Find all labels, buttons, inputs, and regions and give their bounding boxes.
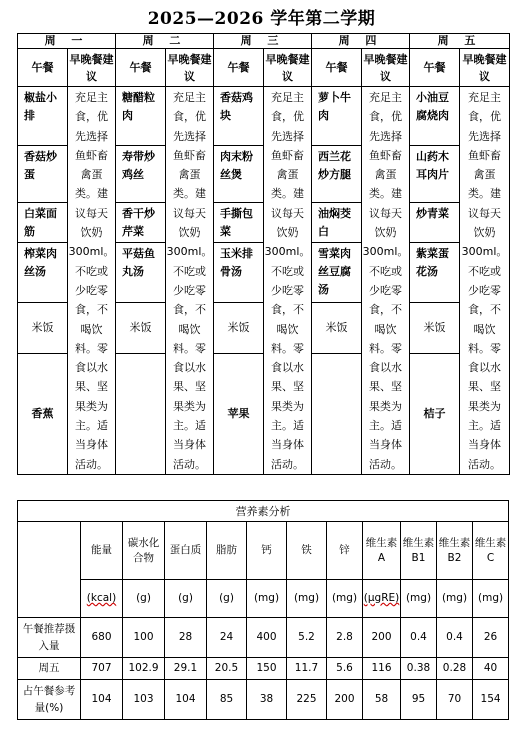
table-row bbox=[18, 680, 509, 720]
suggestion-line: 主。适 bbox=[369, 419, 402, 433]
suggestion-line: 料。零 bbox=[468, 341, 501, 355]
suggestion-line: 喝饮 bbox=[276, 322, 299, 336]
nutrient-header: 维生素C bbox=[473, 522, 509, 580]
dish-cell: 白菜面筋 bbox=[18, 203, 68, 243]
dish-cell: 寿带炒鸡丝 bbox=[116, 146, 166, 203]
nutrition-caption: 营养素分析 bbox=[18, 501, 509, 522]
suggestion-line: 类。建 bbox=[369, 187, 402, 201]
staple-cell: 米饭 bbox=[312, 303, 362, 354]
row-label: 午餐推荐摄入量 bbox=[18, 618, 81, 658]
suggestion-cell bbox=[166, 87, 214, 475]
suggestion-line: 类。建 bbox=[173, 187, 206, 201]
suggestion-line: 类。建 bbox=[468, 187, 501, 201]
suggestion-line: 食，优 bbox=[468, 110, 501, 124]
suggestion-line: 类。建 bbox=[75, 187, 108, 201]
suggestion-line: 食，优 bbox=[173, 110, 206, 124]
suggestion-line: 果、坚 bbox=[271, 380, 304, 394]
suggestion-line: 活动。 bbox=[75, 457, 108, 471]
value-cell: 0.28 bbox=[437, 658, 473, 680]
fruit-cell: 苹果 bbox=[214, 354, 264, 475]
suggestion-line: 食以水 bbox=[173, 361, 206, 375]
suggestion-line: 喝饮 bbox=[473, 322, 496, 336]
value-cell: 5.2 bbox=[287, 618, 327, 658]
suggestion-line: 当身体 bbox=[369, 438, 402, 452]
dish-cell: 萝卜牛肉 bbox=[312, 87, 362, 146]
suggestion-line: 先选择 bbox=[173, 129, 206, 143]
suggestion-line: 果、坚 bbox=[173, 380, 206, 394]
unit-cell: (mg) bbox=[473, 580, 509, 618]
value-cell: 0.4 bbox=[437, 618, 473, 658]
suggestion-line: 鱼虾畜 bbox=[75, 148, 108, 162]
suggestion-line: 饮奶 bbox=[374, 226, 397, 240]
day-header-mon: 周 一 bbox=[18, 34, 116, 49]
fruit-cell bbox=[312, 354, 362, 475]
weekly-menu-table bbox=[17, 33, 510, 475]
suggestion-line: 食以水 bbox=[369, 361, 402, 375]
suggestion-line: 不吃或 bbox=[173, 264, 206, 278]
suggestion-line: 果类为 bbox=[369, 399, 402, 413]
suggestion-line: 充足主 bbox=[271, 91, 304, 104]
value-cell: 58 bbox=[363, 680, 401, 720]
unit-cell: (mg) bbox=[287, 580, 327, 618]
staple-cell: 米饭 bbox=[214, 303, 264, 354]
suggestion-line: 当身体 bbox=[468, 438, 501, 452]
staple-cell: 米饭 bbox=[18, 303, 68, 354]
suggestion-line: 当身体 bbox=[75, 438, 108, 452]
suggestion-line: 禽蛋 bbox=[178, 168, 201, 182]
fruit-cell: 香蕉 bbox=[18, 354, 68, 475]
value-cell: 29.1 bbox=[165, 658, 207, 680]
suggestion-line: 300ml。 bbox=[68, 245, 115, 259]
dish-cell: 平菇鱼丸汤 bbox=[116, 243, 166, 303]
value-cell: 200 bbox=[363, 618, 401, 658]
value-cell: 85 bbox=[207, 680, 247, 720]
suggestion-line: 议每天 bbox=[75, 206, 108, 220]
value-cell: 2.8 bbox=[327, 618, 363, 658]
suggestion-line: 少吃零 bbox=[173, 283, 206, 297]
suggestion-line: 禽蛋 bbox=[374, 168, 397, 182]
value-cell: 5.6 bbox=[327, 658, 363, 680]
suggestion-line: 议每天 bbox=[468, 206, 501, 220]
value-cell: 400 bbox=[247, 618, 287, 658]
dish-cell: 香干炒芹菜 bbox=[116, 203, 166, 243]
value-cell: 24 bbox=[207, 618, 247, 658]
suggestion-line: 喝饮 bbox=[178, 322, 201, 336]
suggestion-line: 活动。 bbox=[271, 457, 304, 471]
suggest-header: 早晚餐建议 bbox=[166, 49, 214, 87]
value-cell: 38 bbox=[247, 680, 287, 720]
suggestion-line: 果类为 bbox=[173, 399, 206, 413]
value-cell: 0.4 bbox=[401, 618, 437, 658]
value-cell: 102.9 bbox=[123, 658, 165, 680]
suggestion-line: 果类为 bbox=[271, 399, 304, 413]
value-cell: 70 bbox=[437, 680, 473, 720]
dish-cell: 椒盐小排 bbox=[18, 87, 68, 146]
fruit-cell: 桔子 bbox=[410, 354, 460, 475]
suggestion-line: 料。零 bbox=[173, 341, 206, 355]
suggestion-cell bbox=[362, 87, 410, 475]
unit-cell: (kcal) bbox=[81, 580, 123, 618]
suggestion-line: 300ml。 bbox=[461, 245, 508, 259]
suggestion-line: 当身体 bbox=[271, 438, 304, 452]
nutrient-header: 能量 bbox=[81, 522, 123, 580]
suggestion-line: 料。零 bbox=[271, 341, 304, 355]
suggestion-line: 料。零 bbox=[75, 341, 108, 355]
unit-cell: (g) bbox=[207, 580, 247, 618]
suggestion-line: 果类为 bbox=[75, 399, 108, 413]
unit-cell: (mg) bbox=[247, 580, 287, 618]
staple-cell: 米饭 bbox=[410, 303, 460, 354]
row-label: 占午餐参考量(%) bbox=[18, 680, 81, 720]
suggestion-line: 鱼虾畜 bbox=[173, 148, 206, 162]
value-cell: 707 bbox=[81, 658, 123, 680]
corner-cell bbox=[18, 522, 81, 618]
dish-cell: 炒青菜 bbox=[410, 203, 460, 243]
nutrient-header: 脂肪 bbox=[207, 522, 247, 580]
suggestion-line: 300ml。 bbox=[362, 245, 409, 259]
row-label: 周五 bbox=[18, 658, 81, 680]
suggestion-cell bbox=[460, 87, 510, 475]
suggestion-line: 鱼虾畜 bbox=[369, 148, 402, 162]
dish-cell: 榨菜肉丝汤 bbox=[18, 243, 68, 303]
day-header-fri: 周 五 bbox=[410, 34, 510, 49]
suggestion-line: 饮奶 bbox=[178, 226, 201, 240]
suggestion-line: 活动。 bbox=[468, 457, 501, 471]
suggestion-line: 充足主 bbox=[369, 91, 402, 104]
lunch-header: 午餐 bbox=[214, 49, 264, 87]
suggestion-line: 少吃零 bbox=[75, 283, 108, 297]
suggestion-line: 当身体 bbox=[173, 438, 206, 452]
suggestion-line: 果类为 bbox=[468, 399, 501, 413]
value-cell: 200 bbox=[327, 680, 363, 720]
suggestion-line: 不吃或 bbox=[369, 264, 402, 278]
suggestion-line: 食以水 bbox=[468, 361, 501, 375]
nutrient-header: 铁 bbox=[287, 522, 327, 580]
suggestion-line: 议每天 bbox=[271, 206, 304, 220]
suggestion-line: 食，不 bbox=[75, 303, 108, 317]
nutrition-table bbox=[17, 500, 509, 720]
dish-cell: 香菇炒蛋 bbox=[18, 146, 68, 203]
suggestion-line: 少吃零 bbox=[468, 283, 501, 297]
suggestion-line: 饮奶 bbox=[80, 226, 103, 240]
suggestion-line: 先选择 bbox=[369, 129, 402, 143]
suggestion-line: 主。适 bbox=[271, 419, 304, 433]
suggestion-line: 300ml。 bbox=[166, 245, 213, 259]
suggestion-line: 类。建 bbox=[271, 187, 304, 201]
nutrient-header: 维生素B1 bbox=[401, 522, 437, 580]
unit-cell: (mg) bbox=[437, 580, 473, 618]
suggestion-line: 禽蛋 bbox=[276, 168, 299, 182]
value-cell: 40 bbox=[473, 658, 509, 680]
value-cell: 104 bbox=[81, 680, 123, 720]
dish-cell: 香菇鸡块 bbox=[214, 87, 264, 146]
suggestion-line: 果、坚 bbox=[369, 380, 402, 394]
value-cell: 26 bbox=[473, 618, 509, 658]
dish-cell: 糖醋粒肉 bbox=[116, 87, 166, 146]
unit-cell: (μgRE) bbox=[363, 580, 401, 618]
suggestion-line: 主。适 bbox=[75, 419, 108, 433]
suggestion-line: 先选择 bbox=[75, 129, 108, 143]
nutrient-header: 维生素B2 bbox=[437, 522, 473, 580]
suggestion-line: 充足主 bbox=[173, 91, 206, 104]
suggestion-line: 食，优 bbox=[369, 110, 402, 124]
suggestion-line: 少吃零 bbox=[369, 283, 402, 297]
suggestion-line: 不吃或 bbox=[75, 264, 108, 278]
value-cell: 225 bbox=[287, 680, 327, 720]
staple-cell: 米饭 bbox=[116, 303, 166, 354]
suggestion-line: 不吃或 bbox=[271, 264, 304, 278]
nutrient-header: 维生素A bbox=[363, 522, 401, 580]
unit-cell: (mg) bbox=[327, 580, 363, 618]
suggestion-line: 300ml。 bbox=[264, 245, 311, 259]
unit-cell: (g) bbox=[123, 580, 165, 618]
value-cell: 0.38 bbox=[401, 658, 437, 680]
lunch-header: 午餐 bbox=[410, 49, 460, 87]
suggestion-line: 料。零 bbox=[369, 341, 402, 355]
suggestion-line: 禽蛋 bbox=[473, 168, 496, 182]
nutrient-header: 蛋白质 bbox=[165, 522, 207, 580]
nutrient-header: 钙 bbox=[247, 522, 287, 580]
suggestion-line: 鱼虾畜 bbox=[271, 148, 304, 162]
suggestion-line: 活动。 bbox=[369, 457, 402, 471]
suggestion-line: 食，不 bbox=[468, 303, 501, 317]
suggestion-line: 禽蛋 bbox=[80, 168, 103, 182]
suggestion-line: 少吃零 bbox=[271, 283, 304, 297]
suggestion-line: 食，优 bbox=[75, 110, 108, 124]
suggestion-line: 主。适 bbox=[173, 419, 206, 433]
value-cell: 150 bbox=[247, 658, 287, 680]
suggestion-line: 主。适 bbox=[468, 419, 501, 433]
value-cell: 95 bbox=[401, 680, 437, 720]
value-cell: 104 bbox=[165, 680, 207, 720]
value-cell: 20.5 bbox=[207, 658, 247, 680]
suggestion-line: 先选择 bbox=[271, 129, 304, 143]
value-cell: 28 bbox=[165, 618, 207, 658]
dish-cell: 油焖茭白 bbox=[312, 203, 362, 243]
suggestion-line: 充足主 bbox=[468, 91, 501, 104]
value-cell: 154 bbox=[473, 680, 509, 720]
suggestion-line: 不吃或 bbox=[468, 264, 501, 278]
lunch-header: 午餐 bbox=[18, 49, 68, 87]
dish-cell: 手撕包菜 bbox=[214, 203, 264, 243]
suggestion-cell bbox=[68, 87, 116, 475]
suggestion-line: 先选择 bbox=[468, 129, 501, 143]
value-cell: 103 bbox=[123, 680, 165, 720]
dish-cell: 小油豆腐烧肉 bbox=[410, 87, 460, 146]
nutrient-header: 锌 bbox=[327, 522, 363, 580]
suggestion-line: 果、坚 bbox=[468, 380, 501, 394]
fruit-cell bbox=[116, 354, 166, 475]
value-cell: 100 bbox=[123, 618, 165, 658]
suggestion-line: 饮奶 bbox=[473, 226, 496, 240]
dish-cell: 玉米排骨汤 bbox=[214, 243, 264, 303]
suggestion-line: 议每天 bbox=[173, 206, 206, 220]
suggestion-line: 饮奶 bbox=[276, 226, 299, 240]
suggest-header: 早晚餐建议 bbox=[460, 49, 510, 87]
unit-cell: (mg) bbox=[401, 580, 437, 618]
dish-cell: 紫菜蛋花汤 bbox=[410, 243, 460, 303]
dish-cell: 西兰花炒方腿 bbox=[312, 146, 362, 203]
suggestion-line: 喝饮 bbox=[80, 322, 103, 336]
suggestion-line: 充足主 bbox=[75, 91, 108, 104]
lunch-header: 午餐 bbox=[312, 49, 362, 87]
suggestion-line: 喝饮 bbox=[374, 322, 397, 336]
page-title: 2025—2026 学年第二学期 bbox=[147, 9, 376, 29]
value-cell: 116 bbox=[363, 658, 401, 680]
suggest-header: 早晚餐建议 bbox=[68, 49, 116, 87]
unit-cell: (g) bbox=[165, 580, 207, 618]
lunch-header: 午餐 bbox=[116, 49, 166, 87]
suggestion-line: 议每天 bbox=[369, 206, 402, 220]
suggestion-line: 食，不 bbox=[369, 303, 402, 317]
dish-cell: 山药木耳肉片 bbox=[410, 146, 460, 203]
suggestion-line: 活动。 bbox=[173, 457, 206, 471]
suggestion-line: 果、坚 bbox=[75, 380, 108, 394]
suggestion-line: 食，优 bbox=[271, 110, 304, 124]
suggest-header: 早晚餐建议 bbox=[264, 49, 312, 87]
nutrient-header: 碳水化合物 bbox=[123, 522, 165, 580]
dish-cell: 雪菜肉丝豆腐汤 bbox=[312, 243, 362, 303]
table-row bbox=[18, 618, 509, 658]
day-header-thu: 周 四 bbox=[312, 34, 410, 49]
suggestion-line: 食，不 bbox=[271, 303, 304, 317]
suggestion-cell bbox=[264, 87, 312, 475]
day-header-tue: 周 二 bbox=[116, 34, 214, 49]
dish-cell: 肉末粉丝煲 bbox=[214, 146, 264, 203]
table-row bbox=[18, 658, 509, 680]
value-cell: 11.7 bbox=[287, 658, 327, 680]
suggestion-line: 食以水 bbox=[75, 361, 108, 375]
suggest-header: 早晚餐建议 bbox=[362, 49, 410, 87]
suggestion-line: 食，不 bbox=[173, 303, 206, 317]
suggestion-line: 食以水 bbox=[271, 361, 304, 375]
value-cell: 680 bbox=[81, 618, 123, 658]
day-header-wed: 周 三 bbox=[214, 34, 312, 49]
suggestion-line: 鱼虾畜 bbox=[468, 148, 501, 162]
